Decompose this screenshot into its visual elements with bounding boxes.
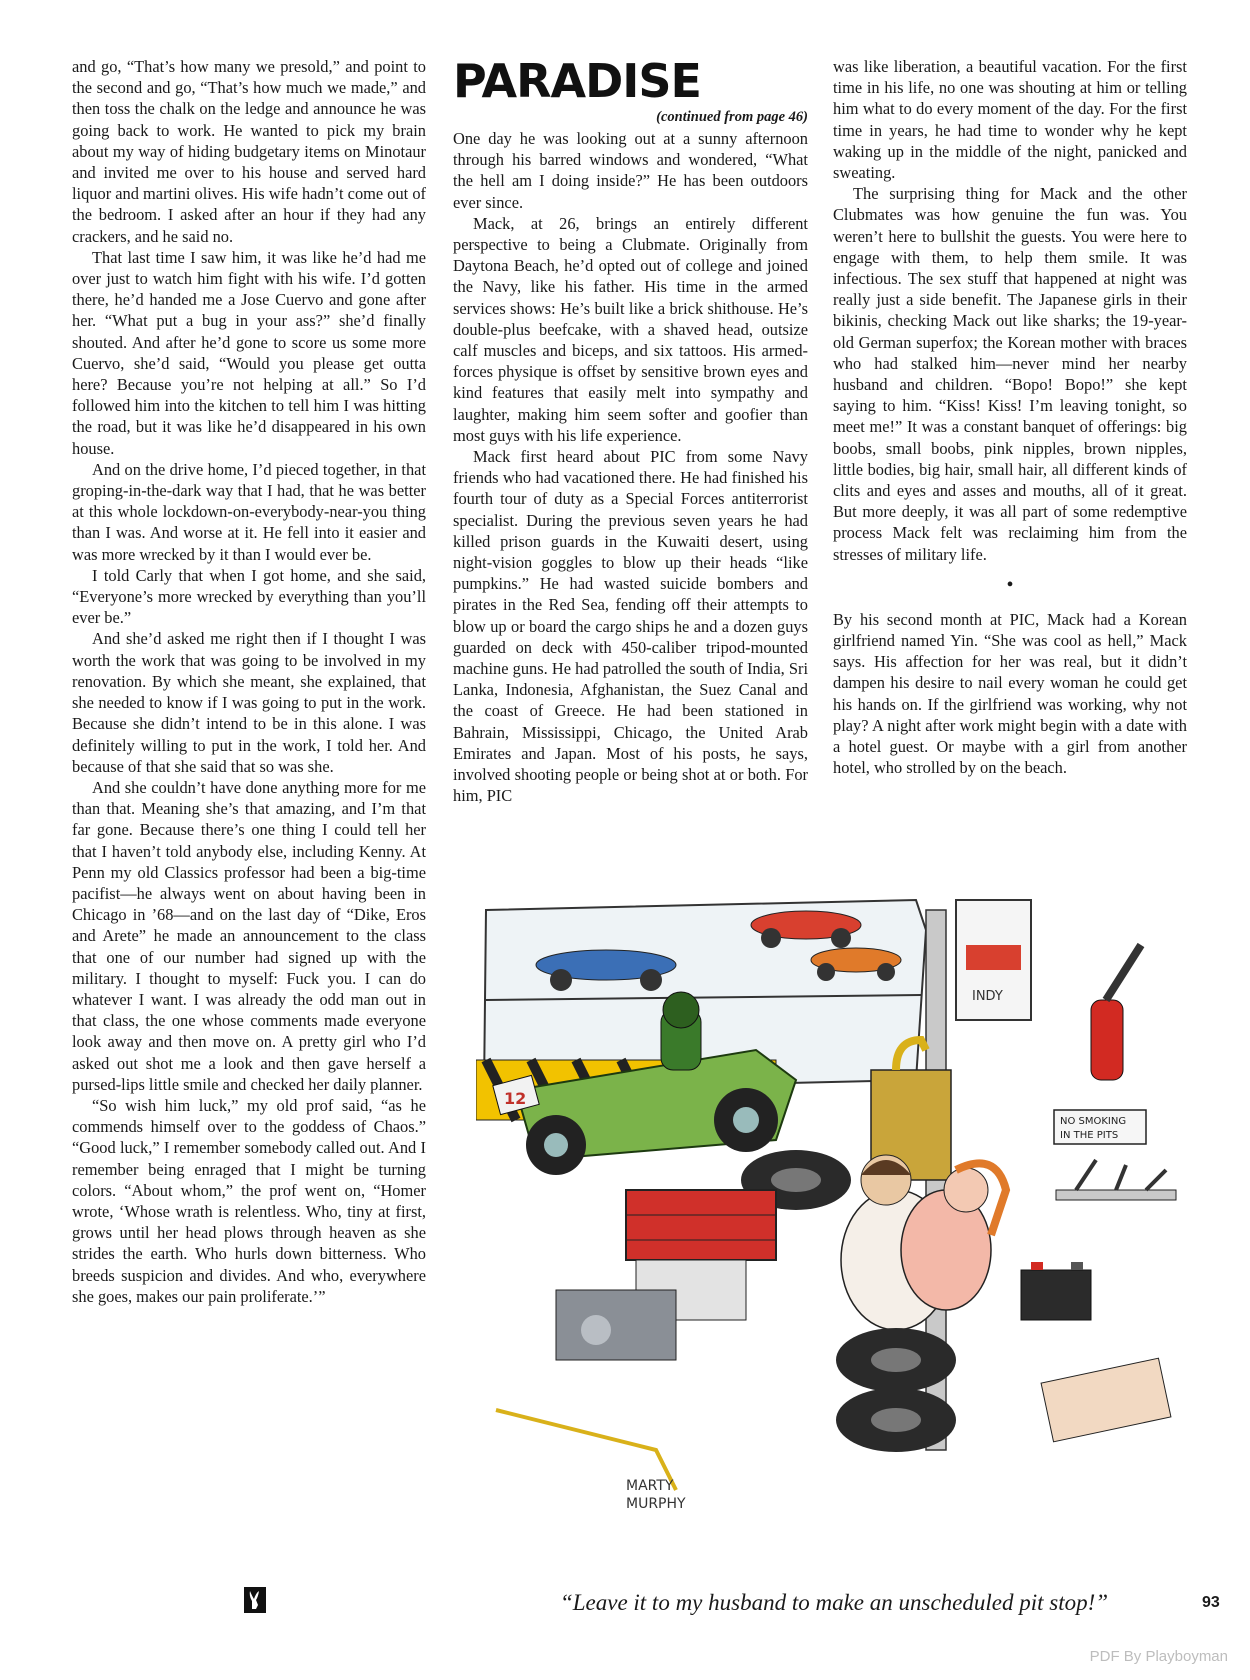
race-poster — [956, 900, 1031, 1020]
paragraph: The surprising thing for Mack and the other Clubmates was how genuine the fun was. You weren’t here to bullshit the guests. You were here to engage with them, to help them smile. It was infectious. The sex stuff that happened at night was really just a side benefit. The Japanese girls in their bikinis, checking Mack out like sharks; the 19-year-old German superfox; the Korean mother with braces who had stalked him—never mind her nearby husband and children. “Bopo! Bopo!” she kept saying to him. “Kiss! Kiss! I’m leaving tonight, so meet me!” It was a constant banquet of offerings: big boobs, small boobs, pink nipples, brown nipples, little bodies, big hair, small hair, all different kinds of clits and eyes and asses and mouths, all of it great. But more deeply, it was all part of some redemptive process Mack felt was reclaiming him from the stresses of military life. — [833, 184, 1187, 564]
artist-signature: MURPHY — [626, 1496, 686, 1512]
paragraph: By his second month at PIC, Mack had a Korean girlfriend named Yin. “She was cool as hell,” Mack says. His affection for her was real, but it didn’t dampen his desire to nail every woman he could get his hands on. If the girlfriend was working, why not play? A night after work might begin with a date with a hotel guest. Or maybe with a girl from another hotel, who strolled by on the beach. — [833, 609, 1187, 778]
section-break-bullet: • — [1006, 573, 1014, 596]
no-smoking-sign — [1054, 1110, 1146, 1144]
page-number: 93 — [1202, 1594, 1220, 1611]
cartoon-illustration — [476, 890, 1192, 1540]
artist-signature: MARTY — [626, 1478, 674, 1494]
car-number: 12 — [504, 1089, 527, 1108]
battery-icon — [1021, 1262, 1091, 1320]
column-middle — [453, 54, 808, 807]
paragraph: And she couldn’t have done anything more for me than that. Meaning she’s that amazing, and I’m that far gone. Because there’s one thing I could tell her that I haven’t told anybody else, including Kenny. At Penn my old Classics professor had been a big-time pacifist—he always went on about having been in Chicago in ’68—and on the last day of “Dike, Eros and Arete” he made an announcement to the class that one of our number had signed up with the military. I thought to myself: Fuck you. I can do whatever I want. I was already the odd man out in that class, the one whose comments made everyone look away and then move on. A pretty girl who I’d asked out shot me a look and then gave herself a pursed-lips little smile and checked her daily planner. — [72, 777, 426, 1094]
paragraph: And on the drive home, I’d pieced together, in that groping-in-the-dark way that I had, that he was better at this whole lockdown-on-everybody-near-you thing than I was. And worse at it. He fell into it easier and was more wrecked by it than I would ever be. — [72, 459, 426, 564]
article-headline: PARADISE — [453, 54, 701, 108]
paragraph: was like liberation, a beautiful vacation. For the first time in his life, no one was shouting at him or telling him what to do every moment of the day. For the first time in years, he had time to wonder why he kept waking up in the middle of the night, panicked and sweating. — [833, 57, 1187, 183]
paragraph: Mack, at 26, brings an entirely different perspective to being a Clubmate. Originally from Daytona Beach, he’d opted out of college and joined the Navy, like his father. His time in the armed services shows: He’s built like a brick shithouse. He’s double-plus beefcake, with a shaved head, outsize calf muscles and biceps, and six tattoos. His armed-forces physique is offset by sensitive brown eyes and kind features that easily melt into sympathy and laughter, making him seem softer and goofier than most guys with his life experience. — [453, 213, 808, 445]
column-left — [72, 56, 426, 1307]
continued-note: (continued from page 46) — [656, 109, 808, 125]
paragraph: And she’d asked me right then if I thought I was worth the work that was going to be involved in my renovation. By which she meant, she explained, that she needed to know if I was going to put in the work. Because she didn’t intend to be in this alone. I was definitely willing to put in the work, I told her. And because of that she said that so was she. — [72, 629, 426, 776]
poster-text: INDY — [972, 989, 1003, 1004]
svg-text:IN THE PITS: IN THE PITS — [1060, 1130, 1119, 1141]
paragraph: That last time I saw him, it was like he’d had me over just to watch him fight with his wife. I’d gotten there, he’d handed me a Jose Cuervo and gone after her. “What put a bug in your ass?” she’d finally shouted. And after he’d gone to score us some more Cuervo, she’d said, “Would you please get outta here? Because you’re not helping at all.” So I’d followed him into the kitchen to tell him I was hitting the road, but it was like he’d disappeared in his own house. — [72, 247, 426, 458]
paragraph: “So wish him luck,” my old prof said, “as he commends himself over to the goddess of Chaos.” “Good luck,” I remember somebody called out. And I remember being enraged that I might be turning colors. “About whom,” the prof went on, “Homer wrote, ‘Whose wrath is relentless. Who, tiny at first, grows until her head plows through heaven as she strides the earth. Who hurls down bitterness. Who breeds suspicion and divides. And who, everywhere she goes, makes our pain proliferate.’” — [72, 1095, 426, 1306]
watermark: PDF By Playboyman — [1089, 1648, 1228, 1665]
svg-text:NO SMOKING: NO SMOKING — [1060, 1116, 1127, 1127]
paragraph: Mack first heard about PIC from some Navy friends who had vacationed there. He had finished his fourth tour of duty as a Special Forces antiterrorist specialist. During the previous seven years he had killed prison guards in the Kuwaiti desert, using night-vision goggles to blow up their heads “like pumpkins.” He had wasted suicide bombers and pirates in the Red Sea, fending off their attempts to blow up or board the cargo ships he and a dozen guys guarded on deck with 450-caliber tripod-mounted machine guns. He had patrolled the south of India, Sri Lanka, Indonesia, Afghanistan, the Suez Canal and the coast of Greece. He had been stationed in Bahrain, Mississippi, Chicago, the United Arab Emirates and Japan. Most of his posts, he says, involved shooting people or being shot at or both. For him, PIC — [453, 447, 808, 806]
paragraph: and go, “That’s how many we presold,” and point to the second and go, “That’s how much we made,” and then toss the chalk on the ledge and announce he was going back to work. He wanted to pick my brain about my way of hiding budgetary items on Minotaur and invited me over to his house and served hard liquor and martini olives. His wife hadn’t come out of the bedroom. I asked after an hour if they had any crackers, and he said no. — [72, 57, 426, 246]
bunny-logo-icon — [244, 1587, 266, 1613]
paragraph: I told Carly that when I got home, and she said, “Everyone’s more wrecked by everything than you’ll ever be.” — [72, 565, 426, 628]
cartoon-caption: “Leave it to my husband to make an unscheduled pit stop!” — [559, 1590, 1109, 1615]
column-right — [833, 56, 1187, 779]
paragraph: One day he was looking out at a sunny afternoon through his barred windows and wondered, “What the hell am I doing inside?” He has been outdoors ever since. — [453, 129, 808, 212]
